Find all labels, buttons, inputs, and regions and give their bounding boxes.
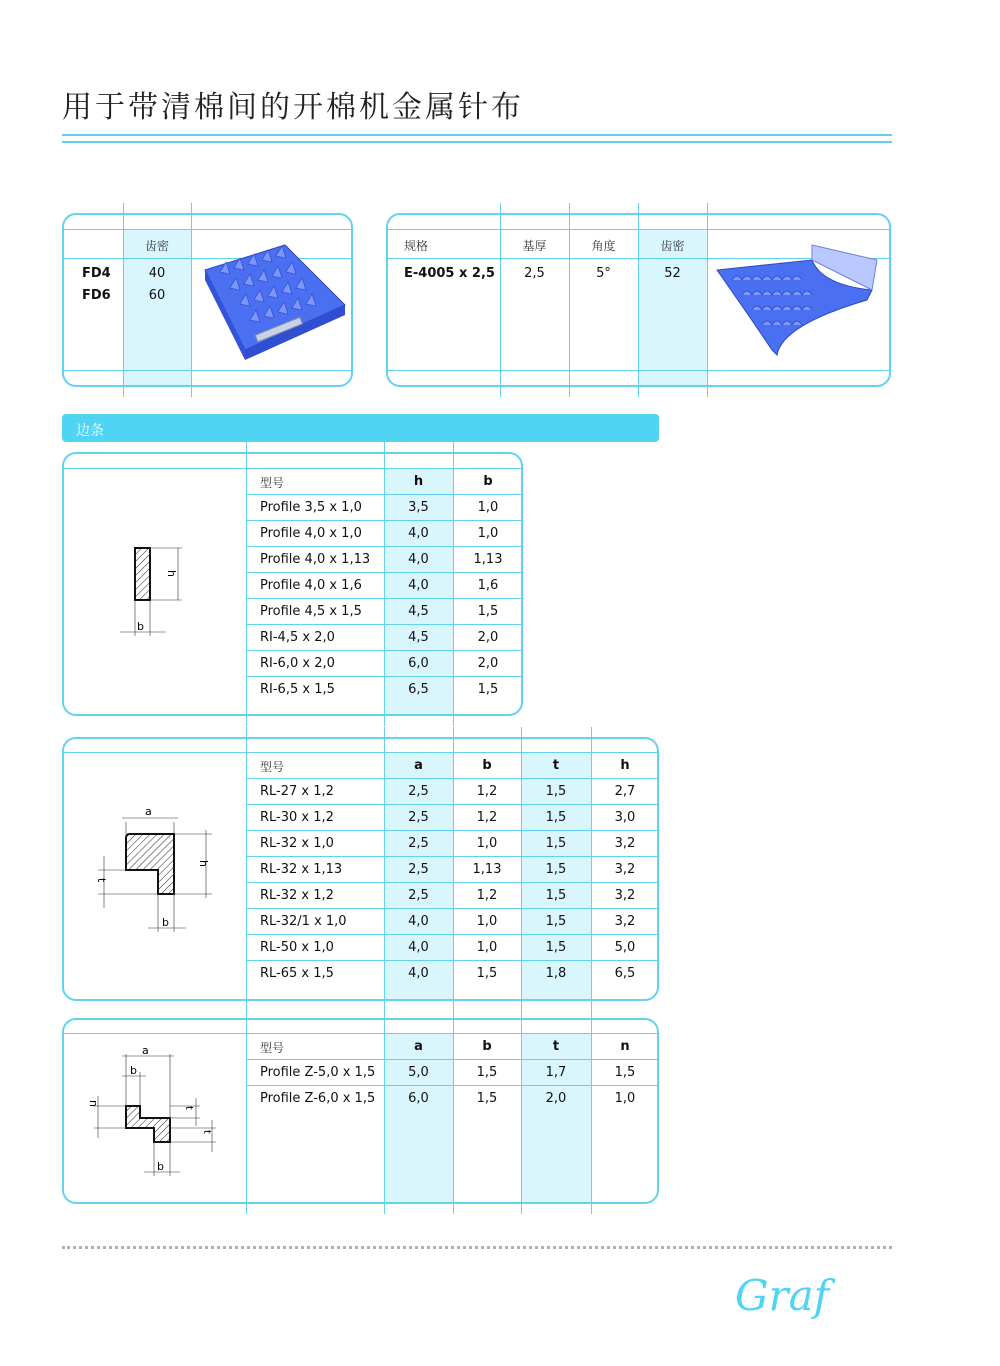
table-cell: 4,0 xyxy=(408,526,429,541)
table-cell: 1,13 xyxy=(473,552,503,567)
table-row-model: RL-65 x 1,5 xyxy=(260,966,334,981)
table-cell: 4,5 xyxy=(408,630,429,645)
page-title: 用于带清棉间的开棉机金属针布 xyxy=(62,90,524,125)
table-cell: 1,2 xyxy=(476,784,498,799)
table-cell: 2,5 xyxy=(408,810,429,825)
table-cell: 1,5 xyxy=(476,1065,498,1080)
table-cell: 1,5 xyxy=(545,914,567,929)
table-cell: 1,2 xyxy=(476,810,498,825)
table-row-model: RI-6,0 x 2,0 xyxy=(260,656,335,671)
graf-logo-icon xyxy=(730,1262,840,1332)
table-header-cell: a xyxy=(414,1039,423,1054)
fd-row-name: FD4 xyxy=(82,266,111,281)
table-cell: 3,2 xyxy=(614,836,636,851)
diagram-label-a: a xyxy=(142,1044,149,1057)
table-cell: 5,0 xyxy=(614,940,636,955)
table-row-model: RL-50 x 1,0 xyxy=(260,940,334,955)
graf-logo xyxy=(730,1262,840,1336)
row-rule xyxy=(246,830,659,831)
diagram-label-b-top: b xyxy=(130,1064,137,1077)
table-cell: 4,0 xyxy=(408,940,429,955)
table-cell: 1,5 xyxy=(545,940,567,955)
table-cell: 1,0 xyxy=(476,914,498,929)
diagram-label-t: t xyxy=(183,1106,194,1110)
table-row-model: Profile Z-5,0 x 1,5 xyxy=(260,1065,376,1080)
table-row-model: RL-32 x 1,13 xyxy=(260,862,343,877)
table-cell: 4,0 xyxy=(408,966,429,981)
table-cell: 6,5 xyxy=(408,682,429,697)
table-cell: 1,5 xyxy=(614,1065,636,1080)
table-header-cell: b xyxy=(482,1039,492,1054)
row-rule xyxy=(246,908,659,909)
diagram-label-h: h xyxy=(165,570,178,577)
row-rule xyxy=(62,752,659,753)
table-cell: 4,5 xyxy=(408,604,429,619)
table-header-cell: t xyxy=(552,1039,560,1054)
thickness-value: 2,5 xyxy=(524,266,545,281)
diagram-label-a: a xyxy=(145,805,152,818)
table-cell: 2,5 xyxy=(408,784,429,799)
column-rule xyxy=(246,1008,247,1214)
table-cell: 4,0 xyxy=(408,578,429,593)
table-row-model: Profile 3,5 x 1,0 xyxy=(260,500,362,515)
column-rule xyxy=(246,442,247,726)
table-cell: 1,6 xyxy=(477,578,499,593)
table-cell: 1,0 xyxy=(477,526,499,541)
row-rule xyxy=(246,1059,659,1060)
table-cell: 1,5 xyxy=(545,784,567,799)
row-rule xyxy=(246,572,523,573)
row-rule xyxy=(246,598,523,599)
table-cell: 1,5 xyxy=(545,888,567,903)
fd-row-name: FD6 xyxy=(82,288,111,303)
row-rule xyxy=(246,960,659,961)
row-rule xyxy=(246,676,523,677)
row-rule xyxy=(386,370,891,371)
table-row-model: RL-30 x 1,2 xyxy=(260,810,334,825)
table-row-model: Profile 4,0 x 1,0 xyxy=(260,526,362,541)
table-cell: 1,0 xyxy=(477,500,499,515)
fd-row-density: 60 xyxy=(148,288,166,303)
table-cell: 2,0 xyxy=(477,656,499,671)
table-row-model: RL-32 x 1,2 xyxy=(260,888,334,903)
row-rule xyxy=(246,624,523,625)
footer-dotted-rule xyxy=(62,1246,892,1249)
table-cell: 1,0 xyxy=(614,1091,636,1106)
row-rule xyxy=(246,882,659,883)
l-profile-diagram xyxy=(92,800,222,935)
table-header-cell: t xyxy=(552,758,560,773)
table-header-cell: b xyxy=(482,758,492,773)
spec-header: 角度 xyxy=(591,239,616,253)
table-cell: 5,0 xyxy=(408,1065,429,1080)
e4005-clothing-product-image xyxy=(712,240,887,360)
table-cell: 1,5 xyxy=(476,966,498,981)
table-row-model: Profile 4,0 x 1,6 xyxy=(260,578,362,593)
diagram-label-t2: t xyxy=(201,1130,212,1134)
row-rule xyxy=(246,520,523,521)
svg-text:Graf: Graf xyxy=(735,1271,830,1320)
table-row-model: RL-27 x 1,2 xyxy=(260,784,334,799)
table-cell: 1,0 xyxy=(476,940,498,955)
fd-header-density: 齿密 xyxy=(144,239,169,253)
table-cell: 1,5 xyxy=(477,682,499,697)
table-cell: 1,13 xyxy=(472,862,502,877)
table-cell: 1,7 xyxy=(545,1065,567,1080)
table-cell: 3,2 xyxy=(614,914,636,929)
table-cell: 1,0 xyxy=(476,836,498,851)
row-rule xyxy=(246,778,659,779)
z-profile-diagram xyxy=(84,1040,224,1180)
table-cell: 4,0 xyxy=(408,552,429,567)
table-row-model: Profile Z-6,0 x 1,5 xyxy=(260,1091,376,1106)
table-cell: 1,5 xyxy=(476,1091,498,1106)
column-rule xyxy=(569,203,570,397)
spec-value: E-4005 x 2,5 xyxy=(404,266,495,281)
table-cell: 1,5 xyxy=(545,836,567,851)
column-rule xyxy=(500,203,501,397)
table-cell: 3,2 xyxy=(614,888,636,903)
table-cell: 1,5 xyxy=(545,862,567,877)
table-row-model: Profile 4,5 x 1,5 xyxy=(260,604,362,619)
title-rule-bottom xyxy=(62,141,892,143)
table-cell: 2,7 xyxy=(614,784,636,799)
table-cell: 2,5 xyxy=(408,888,429,903)
table-cell: 6,5 xyxy=(614,966,636,981)
spec-header: 齿密 xyxy=(660,239,685,253)
table-cell: 6,0 xyxy=(408,1091,429,1106)
table-header-cell: h xyxy=(413,474,424,489)
diagram-label-t: t xyxy=(95,878,108,883)
column-rule xyxy=(638,203,639,397)
table-header-cell: n xyxy=(620,1039,630,1054)
row-rule xyxy=(386,229,891,230)
row-rule xyxy=(246,934,659,935)
row-rule xyxy=(62,229,353,230)
table-row-model: RL-32 x 1,0 xyxy=(260,836,334,851)
section-header-edge-strips: 边条 xyxy=(62,414,659,442)
table-cell: 3,0 xyxy=(614,810,636,825)
table-cell: 3,2 xyxy=(614,862,636,877)
table-cell: 1,8 xyxy=(545,966,567,981)
table-header-cell: 型号 xyxy=(260,760,285,774)
row-rule xyxy=(62,1033,659,1034)
row-rule xyxy=(62,468,523,469)
diagram-label-b: b xyxy=(137,620,144,633)
angle-value: 5° xyxy=(596,266,611,281)
row-rule xyxy=(246,650,523,651)
table-cell: 2,5 xyxy=(408,836,429,851)
table-header-cell: 型号 xyxy=(260,1041,285,1055)
spec-header: 规格 xyxy=(404,239,429,253)
row-rule xyxy=(246,804,659,805)
table-row-model: Profile 4,0 x 1,13 xyxy=(260,552,371,567)
fd-clothing-product-image xyxy=(200,240,350,360)
fd-row-density: 40 xyxy=(148,266,166,281)
row-rule xyxy=(246,1085,659,1086)
table-header-cell: b xyxy=(483,474,493,489)
row-rule xyxy=(246,546,523,547)
table-cell: 2,0 xyxy=(477,630,499,645)
table-cell: 1,2 xyxy=(476,888,498,903)
diagram-label-b: b xyxy=(162,916,169,929)
table-header-cell: a xyxy=(414,758,423,773)
table-cell: 2,5 xyxy=(408,862,429,877)
table-row-model: RL-32/1 x 1,0 xyxy=(260,914,347,929)
table-cell: 4,0 xyxy=(408,914,429,929)
table-header-cell: 型号 xyxy=(260,476,285,490)
table-row-model: RI-4,5 x 2,0 xyxy=(260,630,335,645)
table-row-model: RI-6,5 x 1,5 xyxy=(260,682,335,697)
row-rule xyxy=(246,856,659,857)
table-cell: 1,5 xyxy=(545,810,567,825)
density-value: 52 xyxy=(664,266,681,281)
column-rule xyxy=(707,203,708,397)
row-rule xyxy=(246,494,523,495)
table-cell: 6,0 xyxy=(408,656,429,671)
table-cell: 3,5 xyxy=(408,500,429,515)
spec-header: 基厚 xyxy=(522,239,547,253)
diagram-label-n: n xyxy=(87,1100,100,1107)
table-header-cell: h xyxy=(620,758,630,773)
title-rule-top xyxy=(62,134,892,136)
column-rule xyxy=(191,203,192,397)
rectangle-profile-diagram xyxy=(100,540,190,640)
diagram-label-h: h xyxy=(197,860,210,867)
table-cell: 1,5 xyxy=(477,604,499,619)
table-cell: 2,0 xyxy=(545,1091,567,1106)
column-rule xyxy=(246,727,247,1011)
row-rule xyxy=(62,370,353,371)
diagram-label-b-bottom: b xyxy=(157,1160,164,1173)
